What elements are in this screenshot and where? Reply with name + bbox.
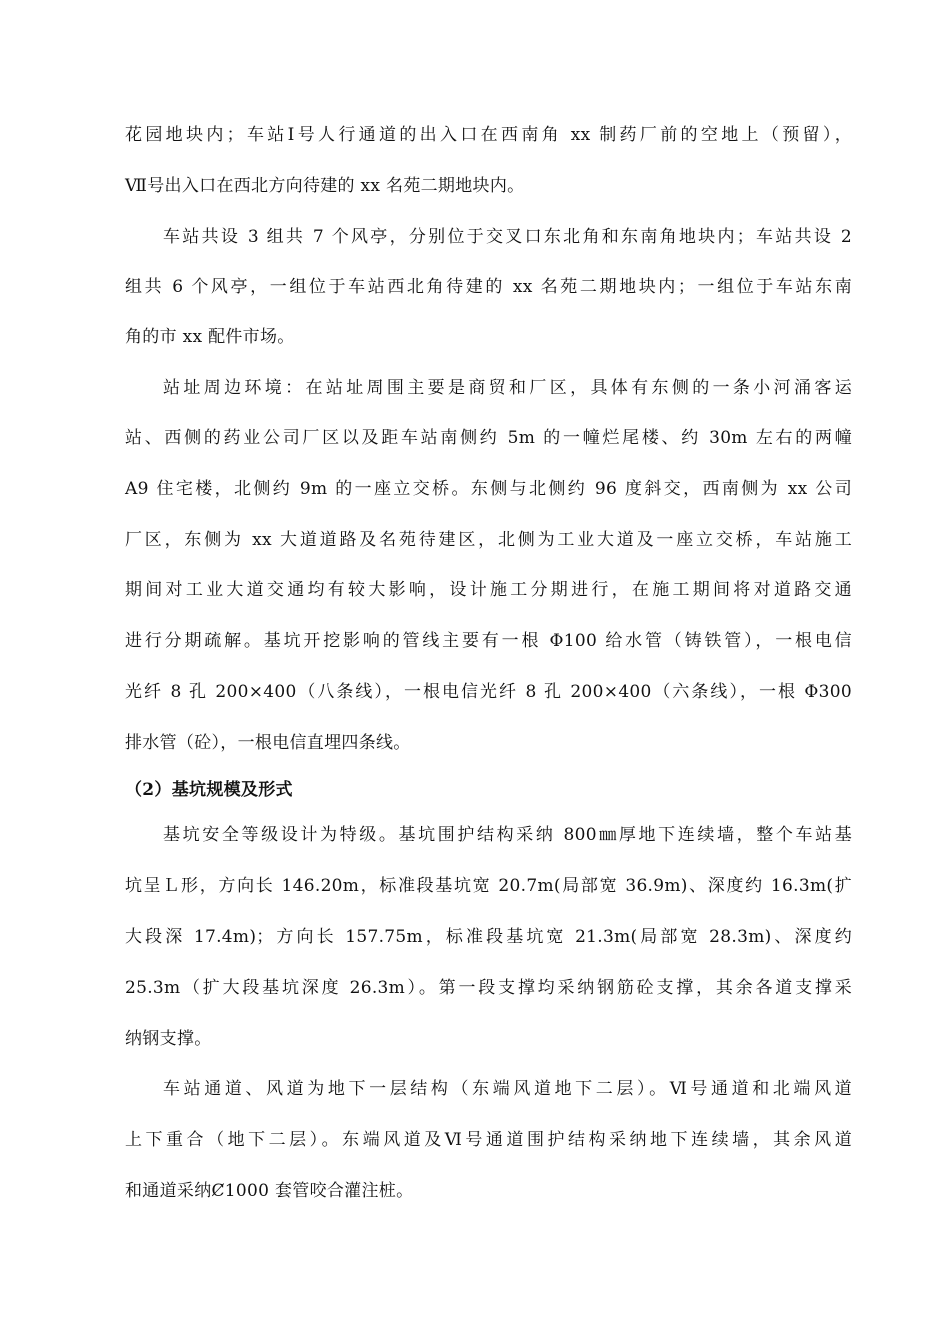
paragraph-line: 厂区，东侧为 xx 大道道路及名苑待建区，北侧为工业大道及一座立交桥，车站施工 [125,530,852,550]
paragraph-line: Ⅶ号出入口在西北方向待建的 xx 名苑二期地块内。 [125,176,525,196]
paragraph-line: 车站通道、风道为地下一层结构（东端风道地下二层）。Ⅵ号通道和北端风道 [163,1079,852,1099]
paragraph-line: 花园地块内；车站Ⅰ号人行通道的出入口在西南角 xx 制药厂前的空地上（预留）， [125,125,852,145]
paragraph-line: 和通道采纳Ȼ1000 套管咬合灌注桩。 [125,1181,414,1201]
paragraph-line: 光纤 8 孔 200×400（八条线），一根电信光纤 8 孔 200×400（六条线），一根 Φ300 [125,682,852,702]
paragraph-line: 站址周边环境：在站址周围主要是商贸和厂区，具体有东侧的一条小河涌客运 [163,378,852,398]
paragraph-line: 排水管（砼），一根电信直埋四条线。 [125,733,411,753]
section-heading: （2）基坑规模及形式 [125,780,293,800]
paragraph-line: 25.3m（扩大段基坑深度 26.3m）。第一段支撑均采纳钢筋砼支撑，其余各道支撑采 [125,978,852,998]
paragraph-line: 上下重合（地下二层）。东端风道及Ⅵ号通道围护结构采纳地下连续墙，其余风道 [125,1130,852,1150]
paragraph-line: 基坑安全等级设计为特级。基坑围护结构采纳 800㎜厚地下连续墙，整个车站基 [163,825,852,845]
paragraph-line: A9 住宅楼，北侧约 9m 的一座立交桥。东侧与北侧约 96 度斜交，西南侧为 xx 公司 [125,479,852,499]
paragraph-line: 期间对工业大道交通均有较大影响，设计施工分期进行，在施工期间将对道路交通 [125,580,852,600]
paragraph-line: 站、西侧的药业公司厂区以及距车站南侧约 5m 的一幢烂尾楼、约 30m 左右的两幢 [125,428,852,448]
paragraph-line: 组共 6 个风亭，一组位于车站西北角待建的 xx 名苑二期地块内；一组位于车站东南 [125,277,852,297]
paragraph-line: 进行分期疏解。基坑开挖影响的管线主要有一根 Φ100 给水管（铸铁管），一根电信 [125,631,852,651]
paragraph-line: 纳钢支撑。 [125,1029,212,1049]
paragraph-line: 车站共设 3 组共 7 个风亭，分别位于交叉口东北角和东南角地块内；车站共设 2 [163,227,852,247]
paragraph-line: 大段深 17.4m)；方向长 157.75m，标准段基坑宽 21.3m(局部宽 28.3m)、深度约 [125,927,852,947]
paragraph-line: 角的市 xx 配件市场。 [125,327,295,347]
paragraph-line: 坑呈Ｌ形，方向长 146.20m，标准段基坑宽 20.7m(局部宽 36.9m)、深度约 16.3m(扩 [125,876,852,896]
